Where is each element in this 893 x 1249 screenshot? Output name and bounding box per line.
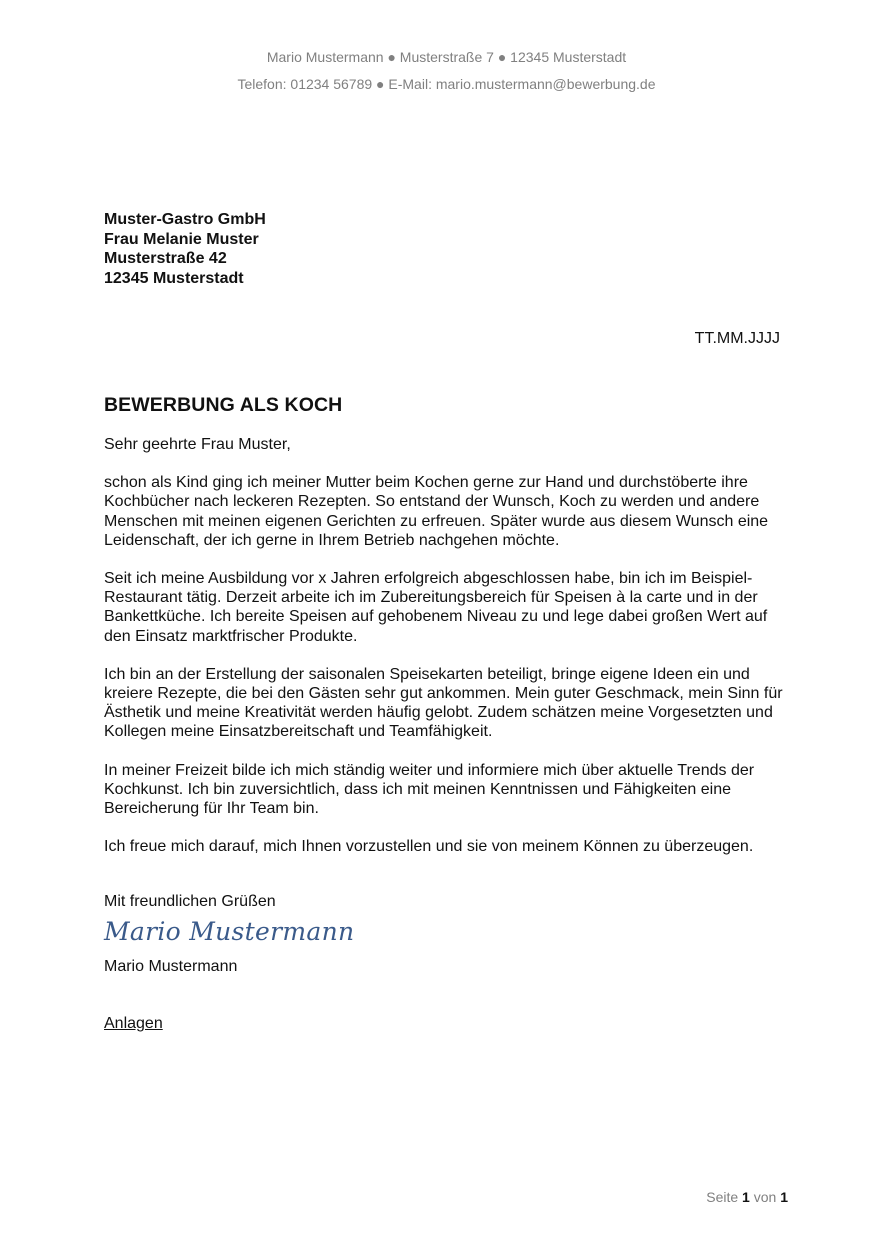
total-pages: 1 — [780, 1189, 788, 1205]
body-paragraph: Ich bin an der Erstellung der saisonalen Speisekarten beteiligt, bringe eigene Ideen ein und kreiere Rezepte, die bei den Gästen sehr gut ankommen. Mein guter Geschmack, mein Sinn für Ästhetik und meine Kreativität werden häufig gelobt. Zudem schätzen meine Vorgesetzten und Kollegen meine Einsatzbereitschaft und Teamfähigkeit. — [104, 665, 783, 741]
page-number — [706, 1189, 788, 1205]
body-paragraph: schon als Kind ging ich meiner Mutter beim Kochen gerne zur Hand und durchstöberte ihre Kochbücher nach leckeren Rezepten. So entstand der Wunsch, Koch zu werden und andere Menschen mit meinen eigenen Gerichten zu erfreuen. Später wurde aus diesem Wunsch eine Leidenschaft, der ich gerne in Ihrem Betrieb nachgehen möchte. — [104, 474, 769, 549]
signer-name: Mario Mustermann — [104, 958, 238, 975]
of-label: von — [753, 1189, 777, 1205]
attachments-link[interactable]: Anlagen — [104, 1015, 163, 1032]
letter-subject: BEWERBUNG ALS KOCH — [104, 394, 343, 416]
body-paragraph: Seit ich meine Ausbildung vor x Jahren erfolgreich abgeschlossen habe, bin ich im Beispiel-Restaurant tätig. Derzeit arbeite ich im Zubereitungsbereich für Speisen à la carte und in der Bankettküche. Ich bereite Speisen auf gehobenem Niveau zu und lege dabei großen Wert auf den Einsatz marktfrischer Produkte. — [104, 570, 768, 645]
sender-header — [0, 44, 893, 98]
recipient-address — [104, 210, 266, 288]
body-paragraph: Ich freue mich darauf, mich Ihnen vorzustellen und sie von meinem Können zu überzeugen. — [104, 838, 754, 856]
recipient-city: 12345 Musterstadt — [104, 269, 244, 287]
recipient-company: Muster-Gastro GmbH — [104, 211, 266, 228]
letter-date: TT.MM.JJJJ — [694, 330, 780, 347]
page-label: Seite — [706, 1189, 739, 1205]
current-page: 1 — [742, 1189, 750, 1205]
body-paragraph: In meiner Freizeit bilde ich mich ständig weiter und informiere mich über aktuelle Trends der Kochkunst. Ich bin zuversichtlich, dass ich mit meinen Kenntnissen und Fähigkeiten eine Bereicherung für Ihr Team bin. — [104, 761, 755, 818]
closing-phrase: Mit freundlichen Grüßen — [104, 893, 276, 910]
salutation: Sehr geehrte Frau Muster, — [104, 436, 291, 453]
sender-contact-line: Telefon: 01234 56789 ● E-Mail: mario.mustermann@bewerbung.de — [237, 76, 656, 92]
handwritten-signature: Mario Mustermann — [104, 917, 355, 946]
letter-body — [104, 435, 794, 875]
sender-address-line: Mario Mustermann ● Musterstraße 7 ● 12345 Musterstadt — [266, 49, 627, 65]
recipient-street: Musterstraße 42 — [104, 250, 227, 267]
recipient-person: Frau Melanie Muster — [104, 230, 259, 248]
